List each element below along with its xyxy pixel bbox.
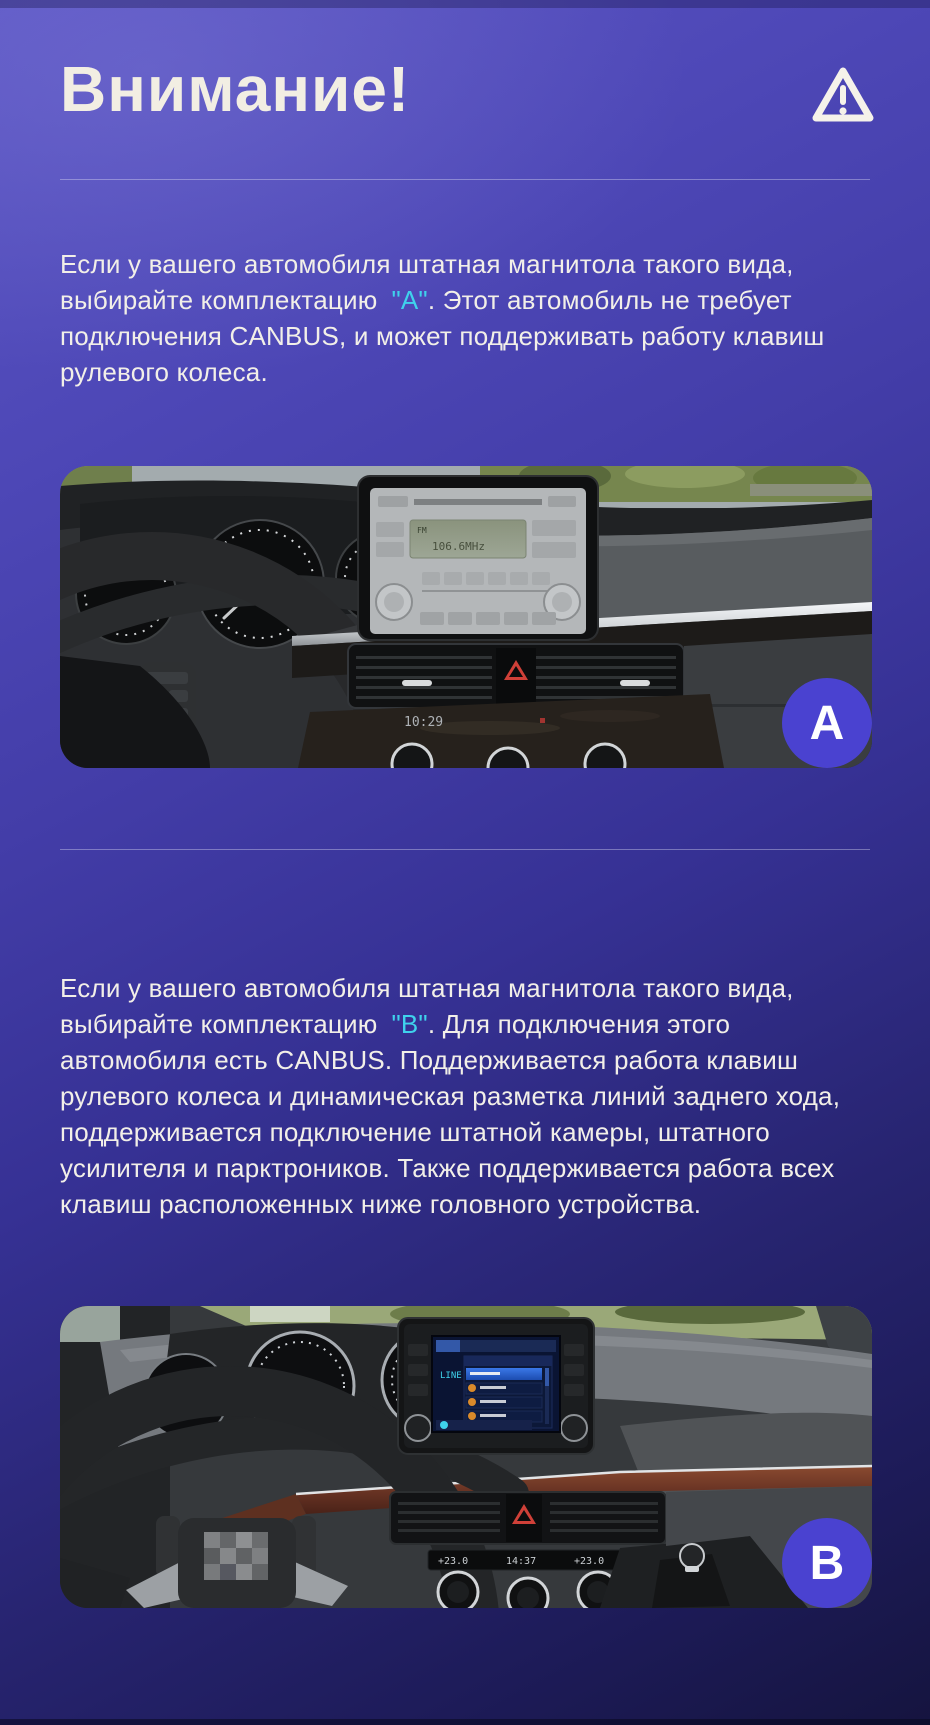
cd-slot <box>414 499 542 505</box>
photo-b-scene <box>60 1306 872 1608</box>
temp-left-text: +23.0 <box>438 1556 469 1567</box>
screen-source-text: LINE <box>440 1371 462 1381</box>
unit-knob-right <box>561 1415 587 1441</box>
paragraph-a-after: . Этот автомобиль не требует подключения CANBUS, и может поддерживать работу клавиш рулевого колеса. <box>60 285 825 387</box>
temp-right-text: +23.0 <box>574 1556 605 1567</box>
divider-middle <box>60 849 870 850</box>
paragraph-option-a <box>60 246 844 390</box>
exclamation-dot <box>839 107 846 114</box>
paragraph-b-after: . Для подключения этого автомобиля есть CANBUS. Поддерживается работа клавиш рулевого колеса и динамическая разметка линий заднего хода, поддерживается подключение штатной камеры, штатного усилителя и парктроников. Также поддерживается работа всех клавиш расположенных ниже головного устройства. <box>60 1009 841 1219</box>
radio-band-text: FM <box>417 526 427 535</box>
unit-knob-left <box>405 1415 431 1441</box>
paragraph-b-highlight: "В" <box>391 1009 428 1039</box>
climate-controls <box>428 1550 628 1608</box>
photo-a-dashboard <box>60 466 872 768</box>
page-title: Внимание! <box>60 53 411 125</box>
badge-a: A <box>782 678 872 768</box>
paragraph-b-before: Если у вашего автомобиля штатная магнитола такого вида, выбирайте комплектацию <box>60 973 794 1039</box>
bottom-edge-strip <box>0 1719 930 1725</box>
photo-a-scene <box>60 466 872 768</box>
active-tab <box>436 1340 460 1352</box>
top-edge-strip <box>0 0 930 8</box>
center-vents <box>390 1492 666 1544</box>
blurred-logo <box>204 1532 268 1580</box>
badge-b: B <box>782 1518 872 1608</box>
stock-radio-unit <box>358 476 598 640</box>
touchscreen <box>432 1336 560 1432</box>
paragraph-a-before: Если у вашего автомобиля штатная магнитола такого вида, выбирайте комплектацию <box>60 249 794 315</box>
console-clock: 10:29 <box>404 715 444 730</box>
paragraph-a-highlight: "А" <box>391 285 428 315</box>
radio-freq-text: 106.6MHz <box>432 540 485 553</box>
touchscreen-head-unit <box>398 1318 594 1454</box>
paragraph-option-b <box>60 970 844 1222</box>
climate-clock-text: 14:37 <box>506 1556 537 1567</box>
divider-top <box>60 179 870 180</box>
warning-triangle-icon <box>810 64 876 128</box>
photo-b-dashboard <box>60 1306 872 1608</box>
